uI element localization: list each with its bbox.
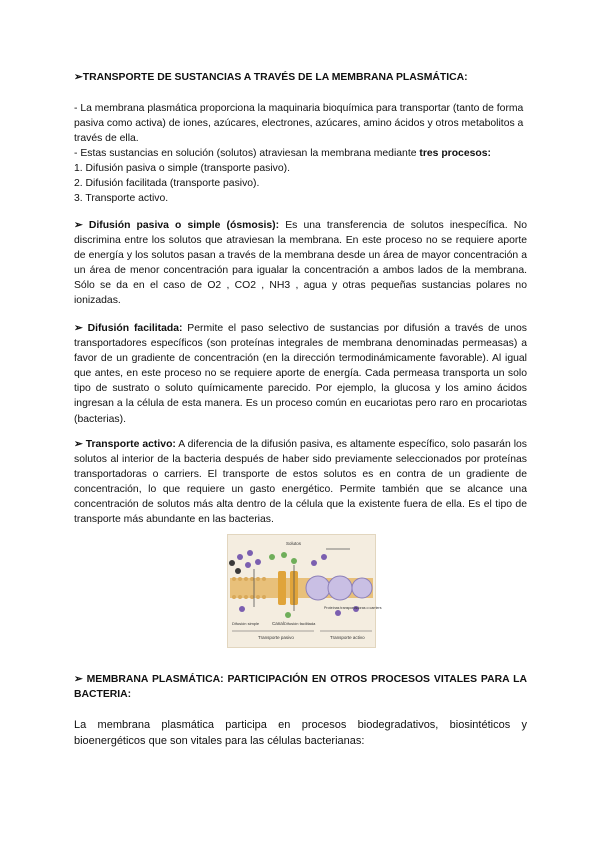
label-difusion-facilitada: Difusión facilitada [284, 621, 316, 626]
channel-protein-left [278, 571, 286, 605]
paragraph-membrana-procesos: La membrana plasmática participa en procesos biodegradativos, biosintéticos y bioenergéticos que son vitales para las células bacterianas: [74, 719, 527, 747]
list-item: 1. Difusión pasiva o simple (transporte pasivo). [74, 163, 290, 174]
section-title-text: TRANSPORTE DE SUSTANCIAS A TRAVÉS DE LA MEMBRANA PLASMÁTICA: [82, 72, 468, 83]
section2-title-text: MEMBRANA PLASMÁTICA: PARTICIPACIÓN EN OTROS PROCESOS VITALES PARA LA BACTERIA: [74, 674, 528, 701]
section-title-transporte [74, 70, 527, 85]
intro2-bold: tres procesos: [419, 148, 491, 159]
carrier-protein-2 [328, 576, 352, 600]
paragraph-difusion-pasiva [74, 218, 527, 309]
term-transporte-activo: Transporte activo: [85, 439, 176, 450]
paragraph-transporte-activo [74, 437, 527, 528]
intro-paragraph-2 [74, 146, 527, 161]
intro-paragraph: - La membrana plasmática proporciona la maquinaria bioquímica para transportar (tanto de forma pasiva como activa) de iones, azúcares, electrones, azúcares, amino ácidos y otros metabolitos a través de ella. [74, 103, 524, 145]
label-canal: Canal [272, 621, 284, 626]
arrow-bullet-icon: ➢ [74, 220, 83, 231]
arrow-bullet-icon: ➢ [74, 72, 83, 83]
carrier-protein-3 [352, 578, 372, 598]
text-transporte-activo: A diferencia de la difusión pasiva, es altamente específico, solo pasarán los solutos al interior de la bacteria después de haber sido previamente seleccionados por proteínas transportadoras o carriers. El transporte de estos solutos es en contra de un gradiente de concentración, lo que requiere un gasto energético. Permite también que se alcance una concentración de solutos más alta dentro de la célula que la existente fuera de ella. Es el tipo de transporte más abundante en las bacterias. [74, 439, 528, 526]
label-transporte-pasivo: Transporte pasivo [258, 635, 294, 640]
arrow-bullet-icon: ➢ [74, 439, 83, 450]
term-difusion-pasiva: Difusión pasiva o simple (ósmosis): [88, 220, 280, 231]
arrow-bullet-icon: ➢ [74, 674, 83, 685]
arrow-bullet-icon: ➢ [74, 323, 83, 334]
membrane-transport-figure [227, 534, 382, 648]
label-solutos: Solutos [286, 541, 302, 546]
label-proteinas: Proteínas transportadoras o carriers [324, 606, 382, 610]
label-transporte-activo: Transporte activo [330, 635, 365, 640]
text-difusion-pasiva: Es una transferencia de solutos inespecífica. No discrimina entre los solutos que atraviesan la membrana. En este proceso no se requiere aporte de energía y los solutos pasan a través de la membrana desde un área de mayor concentración a un área de menor concentración para igualar la concentración a ambos lados de la membrana. Sólo se da en el caso de O2 , CO2 , NH3 , agua y otras pequeñas sustancias polares no ionizadas. [74, 220, 528, 307]
intro2-text: - Estas sustancias en solución (solutos) atraviesan la membrana mediante [74, 148, 420, 159]
list-item: 3. Transporte activo. [74, 193, 169, 205]
carrier-protein-1 [306, 576, 330, 600]
process-list [74, 161, 527, 206]
membrane-diagram [228, 535, 382, 647]
paragraph-difusion-facilitada [74, 321, 527, 427]
text-difusion-facilitada: Permite el paso selectivo de sustancias por difusión a través de unos transportadores específicos (son proteínas integrales de membrana denominadas permeasas) a favor de un gradiente de concentración (en la dirección termodinámicamente favorable). Al igual que antes, en este proceso no se requiere aporte de energía. Cada permeasa transporta un solo tipo de sustrato o soluto químicamente parecido. Por ejemplo, la glucosa y los amino ácidos ingresan a la célula de esta manera. Es un proceso común en eucariotas pero raro en procariotas (bacterias). [74, 323, 527, 425]
list-item: 2. Difusión facilitada (transporte pasivo). [74, 178, 260, 190]
term-difusion-facilitada: Difusión facilitada: [87, 323, 183, 334]
label-difusion-simple: Difusión simple [232, 621, 260, 626]
section-title-membrana [74, 672, 527, 702]
